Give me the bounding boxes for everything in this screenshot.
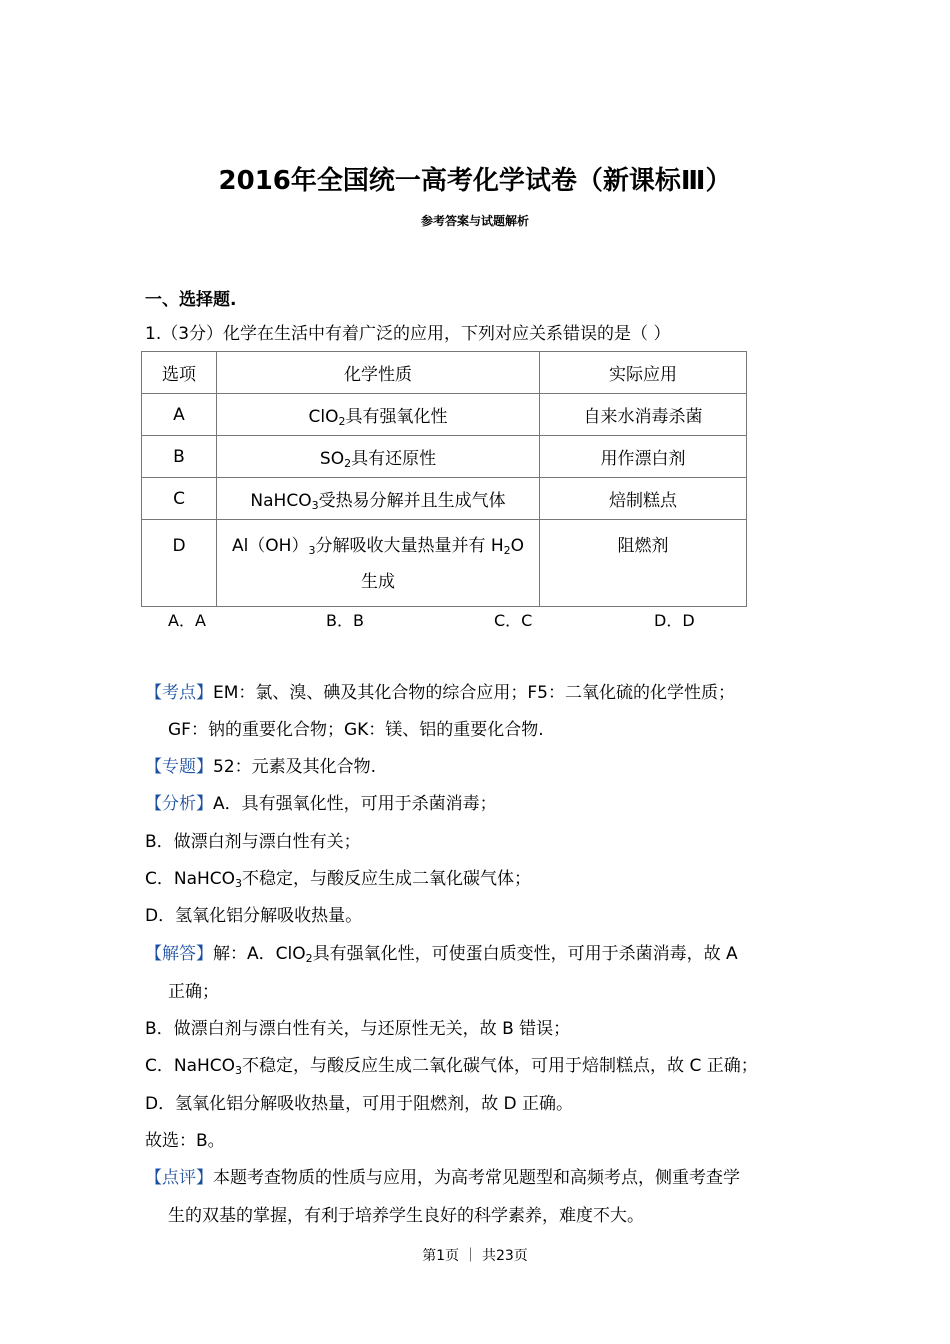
question-stem: 1.（3分）化学在生活中有着广泛的应用，下列对应关系错误的是（ ） <box>145 324 671 344</box>
option-letter: C <box>142 478 217 520</box>
option-letter: D <box>142 520 217 607</box>
kaodian-line: 【考点】EM：氯、溴、碘及其化合物的综合应用；F5：二氧化硫的化学性质； <box>145 683 736 703</box>
option-use: 自来水消毒杀菌 <box>540 394 747 436</box>
table-row <box>142 436 747 478</box>
option-letter: A <box>142 394 217 436</box>
fenxi-c: C．NaHCO$_3$不稳定，与酸反应生成二氧化碳气体； <box>145 869 532 890</box>
jieda-tag: 【解答】 <box>145 944 213 964</box>
option-property: ClO$_2$具有强氧化性 <box>217 394 540 436</box>
option-property: $Al(OH)_3$分解吸收大量热量并有 $H_2O$ 生成 <box>217 520 540 607</box>
zhuanti-line: 【专题】52：元素及其化合物. <box>145 757 377 777</box>
table-header: 实际应用 <box>540 352 747 394</box>
dianping-tag: 【点评】 <box>145 1168 213 1188</box>
fenxi-line: 【分析】A．具有强氧化性，可用于杀菌消毒； <box>145 794 497 814</box>
jieda-a-cont: 正确； <box>168 982 219 1002</box>
choice-a: A．A <box>168 611 206 630</box>
page-subtitle: 参考答案与试题解析 <box>420 214 529 228</box>
choice-d: D．D <box>654 611 695 630</box>
choice-b: B．B <box>326 611 364 630</box>
option-property: $SO_2$具有还原性 <box>217 436 540 478</box>
page-footer: 第1页 ｜ 共23页 <box>422 1248 528 1264</box>
section-heading: 一、选择题. <box>145 290 237 310</box>
option-property: NaHCO$_3$受热易分解并且生成气体 <box>217 478 540 520</box>
table-row <box>142 520 747 607</box>
jieda-d: D．氢氧化铝分解吸收热量，可用于阻燃剂，故 D 正确。 <box>145 1094 573 1114</box>
option-use: 用作漂白剂 <box>540 436 747 478</box>
jieda-b: B．做漂白剂与漂白性有关，与还原性无关，故 B 错误； <box>145 1019 571 1039</box>
choice-c: C．C <box>494 611 533 630</box>
zhuanti-tag: 【专题】 <box>145 757 213 777</box>
answer: 故选：B。 <box>145 1131 225 1151</box>
option-use: 焙制糕点 <box>540 478 747 520</box>
fenxi-tag: 【分析】 <box>145 794 213 814</box>
option-letter: B <box>142 436 217 478</box>
fenxi-b: B．做漂白剂与漂白性有关； <box>145 832 361 852</box>
kaodian-line-2: GF：钠的重要化合物；GK：镁、铝的重要化合物. <box>168 720 544 740</box>
fenxi-d: D．氢氧化铝分解吸收热量。 <box>145 906 363 926</box>
options-table <box>141 351 747 607</box>
table-row <box>142 478 747 520</box>
table-header: 化学性质 <box>217 352 540 394</box>
option-use: 阻燃剂 <box>540 520 747 607</box>
page-title: 2016年全国统一高考化学试卷（新课标Ⅲ） <box>218 166 732 196</box>
table-header-row <box>142 352 747 394</box>
table-row <box>142 394 747 436</box>
dianping-line: 【点评】本题考查物质的性质与应用，为高考常见题型和高频考点，侧重考查学 <box>145 1168 740 1188</box>
kaodian-tag: 【考点】 <box>145 683 213 703</box>
jieda-c: C．NaHCO$_3$不稳定，与酸反应生成二氧化碳气体，可用于焙制糕点，故 C 正确； <box>145 1056 758 1077</box>
jieda-line: 【解答】解：A．ClO$_2$具有强氧化性，可使蛋白质变性，可用于杀菌消毒，故 A <box>145 944 738 965</box>
dianping-line-2: 生的双基的掌握，有利于培养学生良好的科学素养，难度不大。 <box>168 1206 644 1226</box>
table-header: 选项 <box>142 352 217 394</box>
